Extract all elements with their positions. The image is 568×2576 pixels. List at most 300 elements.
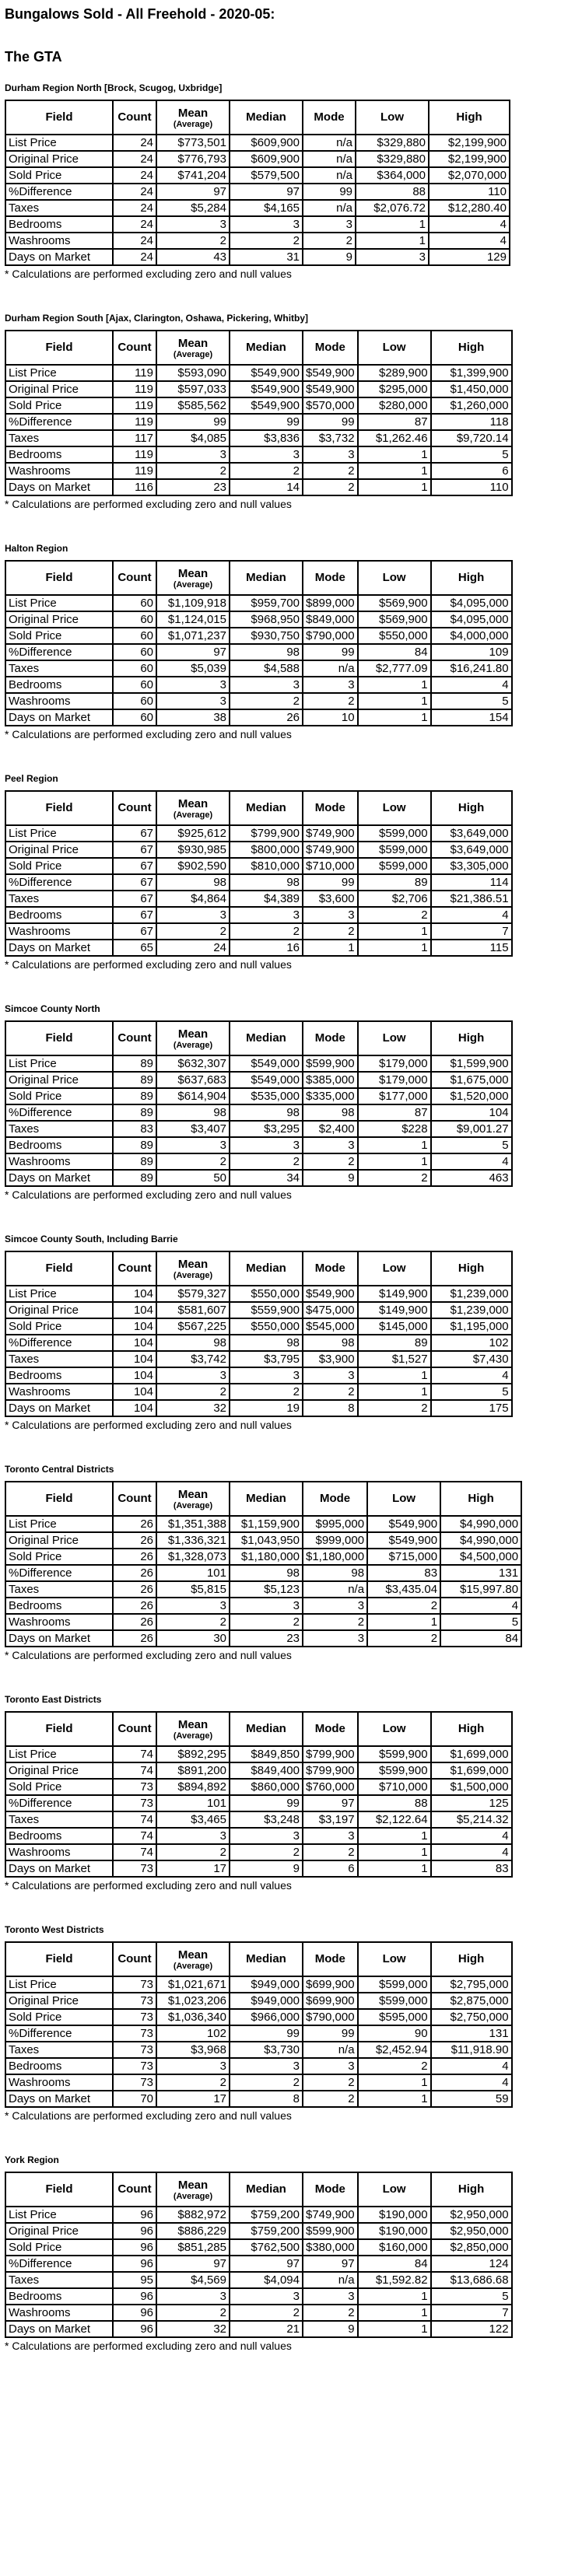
table-cell: 30 [156,1630,230,1647]
row-label: Sold Price [5,858,113,874]
column-header-count [113,1251,156,1286]
table-cell: $5,815 [156,1581,230,1598]
table-cell: 73 [113,2058,156,2074]
table-cell: 73 [113,1795,156,1811]
row-label: Washrooms [5,1153,113,1170]
table-cell: $799,900 [230,825,303,842]
table-row [5,693,512,709]
table-cell: 1 [358,1828,431,1844]
table-cell: 84 [358,644,431,660]
region-title: Peel Region [5,773,58,784]
table-cell: $1,699,000 [431,1762,512,1779]
table-cell: 4 [429,216,510,233]
table-cell: $5,123 [230,1581,303,1598]
table-row [5,200,510,216]
table-cell: 73 [113,1993,156,2009]
table-cell: 89 [113,1088,156,1104]
column-header-label: Field [45,571,73,584]
table-cell: $902,590 [156,858,230,874]
table-cell: 104 [113,1335,156,1351]
row-label: List Price [5,1286,113,1302]
table-cell: 21 [230,2321,303,2337]
row-label: Sold Price [5,1088,113,1104]
table-cell: $190,000 [358,2223,431,2239]
table-cell: 1 [358,1367,431,1384]
table-cell: 5 [431,693,512,709]
table-cell: 1 [358,2288,431,2305]
table-cell: $549,000 [230,1055,303,1072]
table-row [5,381,512,397]
table-cell: 3 [303,1598,367,1614]
region-title: York Region [5,2154,59,2165]
row-label: Taxes [5,2272,113,2288]
table-cell: 2 [230,923,303,940]
table-row [5,1828,512,1844]
table-cell: 5 [431,1384,512,1400]
column-header-median [230,791,303,825]
table-cell: $790,000 [303,2009,358,2025]
column-header-label: Median [246,1722,286,1735]
table-row [5,1598,521,1614]
table-cell: 2 [156,2074,230,2091]
table-cell: $599,000 [358,858,431,874]
table-cell: $597,033 [156,381,230,397]
table-cell: 1 [367,1614,440,1630]
column-header-label: High [458,1262,485,1275]
table-row [5,1384,512,1400]
table-cell: $1,399,900 [431,365,512,381]
table-cell: 95 [113,2272,156,2288]
table-row [5,1532,521,1549]
table-row [5,2288,512,2305]
row-label: %Difference [5,184,113,200]
column-header-high [431,791,512,825]
row-label: Taxes [5,430,113,446]
table-cell: 109 [431,644,512,660]
region-section [5,79,563,297]
table-cell: 5 [440,1614,521,1630]
table-header-row [5,1942,512,1976]
column-header-label: Mean [177,2178,209,2192]
region-section [5,1230,563,1448]
table-cell: $3,435.04 [367,1581,440,1598]
table-cell: $799,900 [303,1762,358,1779]
table-row [5,2321,512,2337]
column-header-label: Field [45,341,73,354]
table-cell: 3 [230,1828,303,1844]
column-header-label: Mean [177,1948,209,1962]
table-cell: 110 [431,479,512,495]
row-label: Days on Market [5,1400,113,1416]
region-title: Durham Region North [Brock, Scugog, Uxbridge] [5,82,223,93]
region-section [5,540,563,758]
column-header-mean [156,791,230,825]
table-cell: $569,900 [358,595,431,611]
table-cell: n/a [303,2272,358,2288]
table-cell: $593,090 [156,365,230,381]
row-label: Washrooms [5,2074,113,2091]
column-header-count [113,791,156,825]
column-header-count [113,100,156,135]
table-cell: $995,000 [303,1516,367,1532]
table-cell: 97 [230,2256,303,2272]
table-cell: 60 [113,611,156,628]
column-header-label: Count [117,2182,152,2196]
row-label: Bedrooms [5,1598,113,1614]
table-cell: 8 [303,1400,358,1416]
table-cell: $289,900 [358,365,431,381]
table-cell: 2 [303,1844,358,1860]
table-header-row [5,331,512,365]
table-row [5,1581,521,1598]
row-label: Washrooms [5,463,113,479]
table-cell: $3,968 [156,2042,230,2058]
region-title: Durham Region South [Ajax, Clarington, Oshawa, Pickering, Whitby] [5,313,309,324]
table-cell: 5 [431,1137,512,1153]
table-cell: 115 [431,940,512,956]
table-cell: $609,900 [230,151,303,167]
table-cell: 3 [156,693,230,709]
row-label: Original Price [5,2223,113,2239]
column-header-mode [303,1942,358,1976]
table-cell: 96 [113,2239,156,2256]
table-cell: $599,000 [358,1976,431,1993]
column-header-field [5,561,113,595]
table-cell: 98 [230,1104,303,1121]
table-cell: 73 [113,1779,156,1795]
table-cell: 102 [431,1335,512,1351]
column-header-label: Field [45,2182,73,2196]
table-cell: $1,599,900 [431,1055,512,1072]
table-cell: 60 [113,660,156,677]
column-header-label: Field [45,1262,73,1275]
row-label: %Difference [5,414,113,430]
table-row [5,1351,512,1367]
table-cell: 124 [431,2256,512,2272]
area-title: The GTA [5,49,62,65]
table-cell: 67 [113,842,156,858]
row-label: Sold Price [5,167,113,184]
table-cell: 74 [113,1811,156,1828]
column-header-sublabel: (Average) [173,349,213,359]
table-cell: $849,000 [303,611,358,628]
region-section [5,1691,563,1909]
column-header-label: Mode [314,571,345,584]
row-label: Bedrooms [5,2288,113,2305]
column-header-count [113,1482,156,1516]
table-cell: 104 [113,1367,156,1384]
column-header-mean [156,1712,230,1746]
table-cell: 74 [113,1828,156,1844]
column-header-label: Median [246,1262,286,1275]
table-cell: 3 [303,1828,358,1844]
column-header-field [5,791,113,825]
region-section [5,2151,563,2369]
table-cell: 2 [230,693,303,709]
table-cell: 3 [156,677,230,693]
table-cell: 2 [156,1844,230,1860]
table-cell: 2 [367,1598,440,1614]
table-cell: $1,699,000 [431,1746,512,1762]
table-cell: $776,793 [156,151,230,167]
row-label: Taxes [5,200,113,216]
row-label: Original Price [5,381,113,397]
table-cell: 98 [230,644,303,660]
table-cell: $3,732 [303,430,358,446]
table-cell: $966,000 [230,2009,303,2025]
table-cell: 104 [113,1286,156,1302]
table-header-row [5,100,510,135]
column-header-sublabel: (Average) [173,1270,213,1280]
row-label: Bedrooms [5,2058,113,2074]
column-header-low [358,561,431,595]
column-header-label: Mean [177,566,209,580]
table-cell: 2 [303,233,356,249]
table-cell: 3 [303,1630,367,1647]
row-label: %Difference [5,1335,113,1351]
row-label: Sold Price [5,397,113,414]
table-cell: $7,430 [431,1351,512,1367]
table-cell: 99 [303,874,358,891]
table-cell: n/a [303,1581,367,1598]
table-cell: $595,000 [358,2009,431,2025]
stats-table [5,1020,513,1187]
table-cell: $549,900 [230,397,303,414]
table-cell: 4 [431,907,512,923]
table-cell: 4 [431,2074,512,2091]
region-title: Halton Region [5,543,68,554]
regions-container [5,79,563,2369]
table-cell: $549,900 [303,365,358,381]
table-cell: $280,000 [358,397,431,414]
table-cell: $190,000 [358,2207,431,2223]
table-cell: 17 [156,2091,230,2107]
table-cell: 104 [113,1318,156,1335]
table-cell: $4,095,000 [431,595,512,611]
column-header-label: Field [45,1031,73,1045]
table-cell: $12,280.40 [429,200,510,216]
table-cell: 24 [156,940,230,956]
table-cell: $5,214.32 [431,1811,512,1828]
table-cell: $860,000 [230,1779,303,1795]
table-cell: $179,000 [358,1055,431,1072]
table-cell: 3 [230,907,303,923]
table-cell: n/a [303,660,358,677]
table-cell: 3 [303,1137,358,1153]
table-cell: 3 [156,446,230,463]
table-cell: $1,260,000 [431,397,512,414]
table-cell: 99 [230,2025,303,2042]
table-cell: $567,225 [156,1318,230,1335]
table-cell: 3 [230,1137,303,1153]
table-cell: $741,204 [156,167,230,184]
table-cell: $799,900 [303,1746,358,1762]
column-header-label: Field [45,1722,73,1735]
table-cell: $2,850,000 [431,2239,512,2256]
table-cell: 2 [230,463,303,479]
column-header-median [230,1021,303,1055]
table-cell: 2 [156,1153,230,1170]
table-cell: 1 [358,1844,431,1860]
table-cell: $3,407 [156,1121,230,1137]
table-cell: 99 [230,414,303,430]
column-header-label: Mean [177,1257,209,1271]
table-row [5,167,510,184]
table-cell: $930,985 [156,842,230,858]
row-label: %Difference [5,874,113,891]
table-cell: 60 [113,595,156,611]
table-row [5,1516,521,1532]
column-header-label: Low [382,1031,406,1045]
document-title: Bungalows Sold - All Freehold - 2020-05: [5,6,275,22]
row-label: Original Price [5,151,113,167]
table-cell: 97 [156,184,230,200]
table-cell: 16 [230,940,303,956]
table-cell: $1,592.82 [358,2272,431,2288]
table-row [5,1302,512,1318]
column-header-label: Count [117,110,152,124]
row-label: Taxes [5,2042,113,2058]
table-cell: 24 [113,167,156,184]
table-cell: 97 [303,2256,358,2272]
table-cell: 463 [431,1170,512,1186]
table-cell: 73 [113,1976,156,1993]
table-header-row [5,1482,521,1516]
table-cell: $891,200 [156,1762,230,1779]
table-cell: 2 [303,479,358,495]
table-cell: 131 [440,1565,521,1581]
column-header-label: Mode [314,1031,345,1045]
table-cell: 67 [113,858,156,874]
table-cell: $599,000 [358,825,431,842]
table-row [5,1286,512,1302]
row-label: Original Price [5,1072,113,1088]
table-cell: 125 [431,1795,512,1811]
table-cell: 99 [230,1795,303,1811]
table-cell: $949,000 [230,1976,303,1993]
table-cell: $3,305,000 [431,858,512,874]
row-label: Taxes [5,1121,113,1137]
table-cell: 32 [156,2321,230,2337]
column-header-count [113,1712,156,1746]
row-label: Sold Price [5,1549,113,1565]
row-label: Days on Market [5,2321,113,2337]
column-header-mean [156,561,230,595]
table-cell: 26 [230,709,303,726]
table-cell: 122 [431,2321,512,2337]
table-cell: $773,501 [156,135,230,151]
table-cell: $3,465 [156,1811,230,1828]
table-cell: $710,000 [303,858,358,874]
table-cell: $632,307 [156,1055,230,1072]
table-cell: 89 [113,1153,156,1170]
table-cell: 1 [358,446,431,463]
row-label: %Difference [5,1795,113,1811]
table-row [5,249,510,265]
table-cell: 2 [230,1614,303,1630]
table-row [5,1993,512,2009]
table-cell: 1 [356,216,429,233]
table-cell: 31 [230,249,303,265]
table-cell: 70 [113,2091,156,2107]
column-header-low [358,1712,431,1746]
table-cell: 96 [113,2223,156,2239]
row-label: Days on Market [5,1630,113,1647]
table-cell: $4,588 [230,660,303,677]
table-row [5,446,512,463]
table-row [5,233,510,249]
table-cell: 3 [230,1367,303,1384]
table-cell: 99 [303,2025,358,2042]
column-header-median [230,100,303,135]
table-cell: 73 [113,2074,156,2091]
row-label: Bedrooms [5,1137,113,1153]
column-header-label: High [458,1952,485,1965]
table-cell: 97 [156,644,230,660]
column-header-field [5,1942,113,1976]
row-label: Taxes [5,660,113,677]
table-cell: 83 [431,1860,512,1877]
column-header-mean [156,331,230,365]
row-label: %Difference [5,1565,113,1581]
table-cell: 65 [113,940,156,956]
table-cell: $759,200 [230,2223,303,2239]
table-cell: $599,900 [358,1746,431,1762]
table-cell: 74 [113,1746,156,1762]
column-header-label: Count [117,571,152,584]
table-cell: $2,706 [358,891,431,907]
table-row [5,940,512,956]
table-cell: 116 [113,479,156,495]
table-cell: 26 [113,1549,156,1565]
column-header-label: Mean [177,336,209,350]
calculation-note: * Calculations are performed excluding zero and null values [5,268,292,280]
table-cell: 84 [440,1630,521,1647]
column-header-label: Count [117,1722,152,1735]
table-cell: $1,159,900 [230,1516,303,1532]
table-row [5,1976,512,1993]
region-section [5,1461,563,1678]
table-row [5,1630,521,1647]
table-row [5,1137,512,1153]
table-cell: $1,336,321 [156,1532,230,1549]
column-header-mode [303,331,358,365]
table-header-row [5,561,512,595]
column-header-label: Mean [177,1717,209,1731]
table-cell: n/a [303,2042,358,2058]
table-row [5,397,512,414]
table-cell: $699,900 [303,1993,358,2009]
column-header-median [230,1712,303,1746]
table-cell: $3,900 [303,1351,358,1367]
table-cell: $535,000 [230,1088,303,1104]
table-cell: $549,900 [303,1286,358,1302]
row-label: Original Price [5,611,113,628]
table-cell: $329,880 [356,135,429,151]
column-header-median [230,331,303,365]
row-label: Days on Market [5,1170,113,1186]
column-header-median [230,2172,303,2207]
table-cell: $599,900 [303,2223,358,2239]
table-cell: 5 [431,2288,512,2305]
table-cell: 4 [431,1367,512,1384]
table-cell: $4,500,000 [440,1549,521,1565]
row-label: Days on Market [5,940,113,956]
row-label: Washrooms [5,693,113,709]
table-cell: 2 [303,2305,358,2321]
table-header-row [5,2172,512,2207]
table-cell: $569,900 [358,611,431,628]
